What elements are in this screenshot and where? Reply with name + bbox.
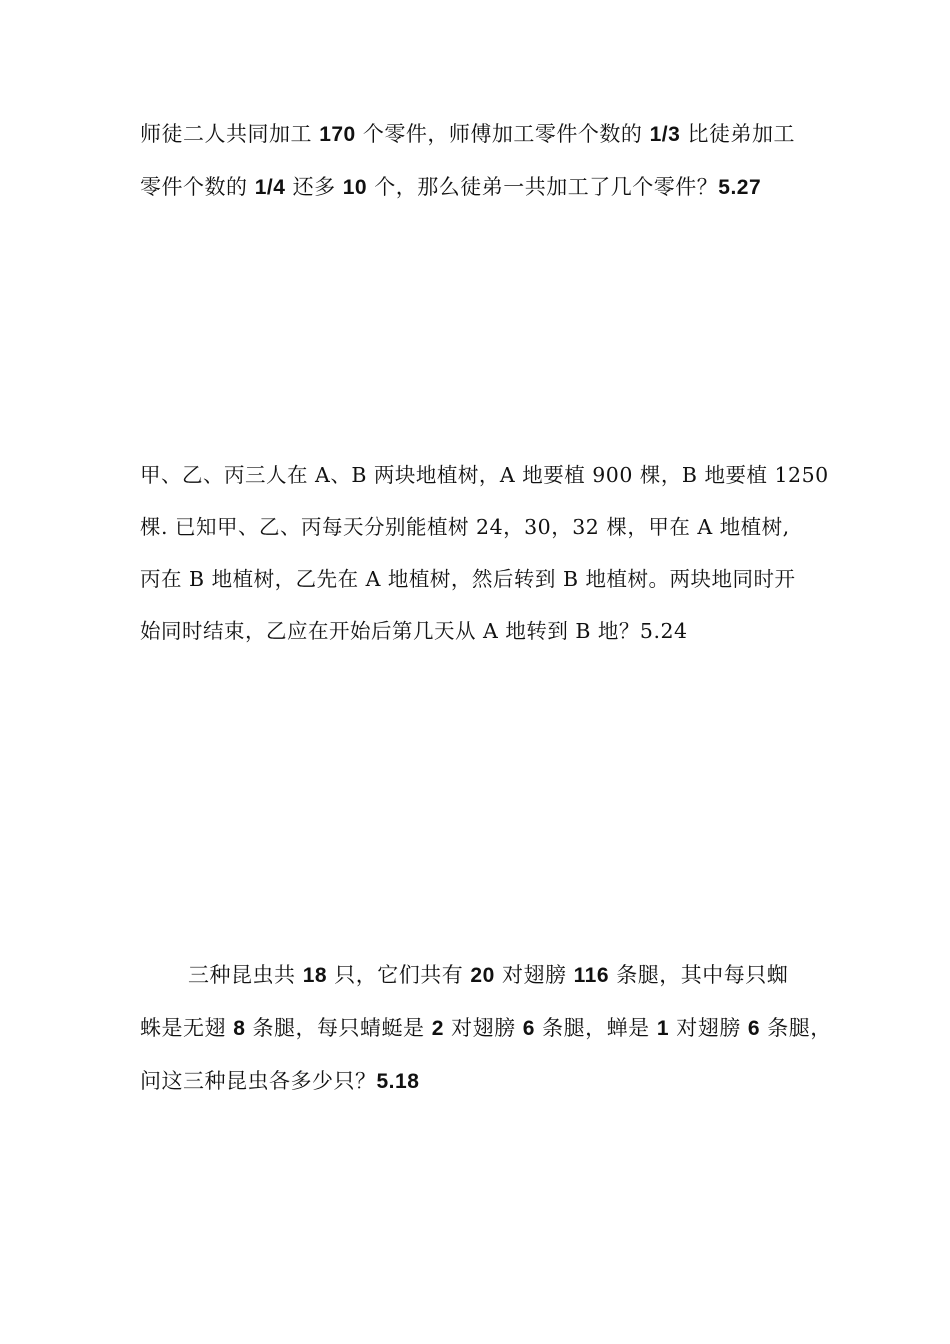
problem-2-line-1: 甲、乙、丙三人在 A、B 两块地植树，A 地要植 900 棵，B 地要植 1250 [140, 463, 829, 487]
problem-2-line-2: 棵. 已知甲、乙、丙每天分别能植树 24，30，32 棵，甲在 A 地植树, [140, 515, 790, 539]
text-segment: 对翅膀 [443, 1016, 523, 1040]
number: 170 [319, 123, 356, 146]
number: 1 [656, 1017, 670, 1040]
problem-1 [140, 108, 830, 214]
text-segment: 零件个数的 [140, 175, 255, 199]
problem-1-line-1 [140, 108, 830, 161]
text-segment: 师徒二人共同加工 [140, 122, 320, 146]
number: 1/3 [649, 123, 681, 146]
number: 2 [431, 1017, 444, 1040]
number: 1/4 [254, 176, 286, 199]
text-segment: 只，它们共有 [327, 963, 471, 987]
problem-3-line-1 [140, 949, 830, 1002]
number: 10 [342, 176, 368, 199]
text-segment: 比徒弟加工 [680, 122, 795, 146]
answer-number: 5.18 [376, 1070, 420, 1093]
text-segment: 问这三种昆虫各多少只？ [140, 1069, 377, 1093]
text-segment: 条腿， [760, 1016, 832, 1040]
text-segment: 对翅膀 [669, 1016, 748, 1040]
text-segment: 三种昆虫共 [188, 963, 303, 987]
text-segment: 个零件，师傅加工零件个数的 [355, 122, 650, 146]
text-segment: 条腿，其中每只蜘 [609, 963, 789, 987]
number: 20 [470, 964, 495, 987]
number: 18 [302, 964, 328, 987]
number: 6 [747, 1017, 761, 1040]
problem-3-line-2 [140, 1002, 830, 1055]
problem-2-line-4: 始同时结束，乙应在开始后第几天从 A 地转到 B 地？5.24 [140, 619, 688, 643]
text-segment: 还多 [285, 175, 343, 199]
number: 116 [573, 964, 610, 987]
problem-2 [140, 449, 830, 657]
problem-1-line-2 [140, 161, 830, 214]
problem-3 [140, 949, 830, 1108]
text-segment: 条腿，每只蜻蜓是 [245, 1016, 432, 1040]
problem-2-line-3: 丙在 B 地植树，乙先在 A 地植树，然后转到 B 地植树。两块地同时开 [140, 567, 796, 591]
text-segment: 蛛是无翅 [140, 1016, 234, 1040]
problem-3-line-3 [140, 1055, 830, 1108]
text-segment: 个，那么徒弟一共加工了几个零件？ [367, 175, 719, 199]
number: 8 [233, 1017, 246, 1040]
text-segment: 条腿，蝉是 [534, 1016, 657, 1040]
text-segment: 对翅膀 [494, 963, 574, 987]
answer-number: 5.27 [718, 176, 762, 199]
number: 6 [522, 1017, 535, 1040]
